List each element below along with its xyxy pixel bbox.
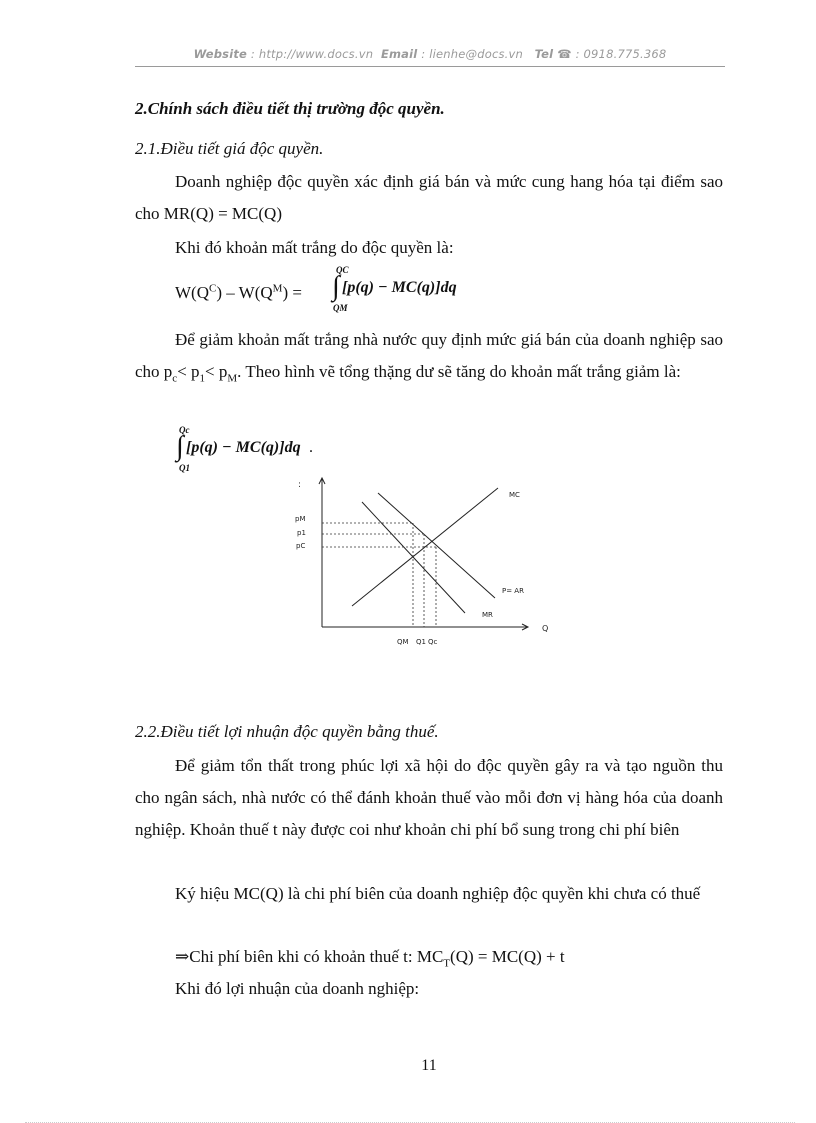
- tick-label-q1: Q1: [416, 638, 426, 646]
- page-number: 11: [421, 1057, 437, 1074]
- formula-deadweight-loss: $W(Q^C) - W(Q^M)$ =: [175, 282, 302, 302]
- tel-label: Tel: [534, 47, 554, 61]
- integrand-2: [p(q) − MC(q)]dq: [186, 439, 301, 456]
- website-label: Website: [193, 47, 248, 61]
- series-label-mr: MR: [482, 611, 493, 619]
- series-label-mc: MC: [509, 491, 520, 499]
- subsection-2-2-title: 2.2.Điều tiết lợi nhuận độc quyền bằng thuế.: [135, 722, 439, 741]
- section-title: 2.Chính sách điều tiết thị trường độc quyền.: [135, 99, 445, 118]
- paragraph-2-2-2: Ký hiệu MC(Q) là chi phí biên của doanh nghiệp độc quyền khi chưa có thuế: [175, 884, 701, 903]
- series-label-ar: P= AR: [502, 587, 524, 595]
- tick-label-p1: p1: [297, 529, 306, 537]
- integral-1: QC ∫ QM [p(q) − MC(q)]dq: [332, 265, 457, 313]
- paragraph-2-2-1: Để giảm tổn thất trong phúc lợi xã hội do độc quyền gây ra và tạo nguồn thu cho ngân sách, nhà nước có thể đánh khoản thuế vào mỗi đơn vị hàng hóa của doanh nghiệp. Khoản thuế t này được coi như khoản chi phí bổ sung trong chi phí biên: [135, 756, 723, 839]
- tick-label-pm: pM: [295, 515, 306, 523]
- email-value[interactable]: lienhe@docs.vn: [429, 47, 524, 61]
- page-header: Website : http://www.docs.vn Email : lienhe@docs.vn Tel ☎ : 0918.775.368: [193, 47, 667, 61]
- paragraph-2-2-4: Khi đó lợi nhuận của doanh nghiệp:: [175, 979, 420, 998]
- implies-arrow: ⇒: [175, 947, 190, 966]
- paragraph-2-2-3: ⇒Chi phí biên khi có khoản thuế t: $MC_T(Q) = MC(Q) + t$: [175, 947, 565, 970]
- email-label: Email: [380, 47, 418, 61]
- paragraph-2-1-3: Để giảm khoản mất trắng nhà nước quy định mức giá bán của doanh nghiệp sao cho $p_c< p_1< p_M$. Theo hình vẽ tổng thặng dư sẽ tăng do khoản mất trắng giảm là:: [135, 330, 723, 385]
- subsection-2-1-title: 2.1.Điều tiết giá độc quyền.: [135, 139, 324, 158]
- phone-icon: ☎: [557, 47, 572, 61]
- tick-label-qc: Qc: [428, 638, 438, 646]
- monopoly-price-chart: [280, 470, 560, 655]
- header-rule: [135, 66, 725, 67]
- tick-label-pc: pC: [296, 542, 306, 550]
- tick-label-qm: QM: [397, 638, 409, 646]
- x-axis-label: Q: [542, 624, 549, 633]
- integrand-1: [p(q) − MC(q)]dq: [342, 279, 457, 296]
- series-mc-line: [352, 488, 498, 606]
- tel-value: : 0918.775.368: [571, 47, 667, 61]
- integral-2: Qc ∫ Q1 [p(q) − MC(q)]dq .: [176, 425, 313, 473]
- website-url[interactable]: http://www.docs.vn: [258, 47, 374, 61]
- paragraph-2-1-1: Doanh nghiệp độc quyền xác định giá bán và mức cung hang hóa tại điểm sao cho MR(Q) = MC(Q): [135, 172, 723, 223]
- paragraph-2-1-2: Khi đó khoản mất trắng do độc quyền là:: [175, 238, 454, 257]
- y-axis-mark: :: [298, 480, 302, 490]
